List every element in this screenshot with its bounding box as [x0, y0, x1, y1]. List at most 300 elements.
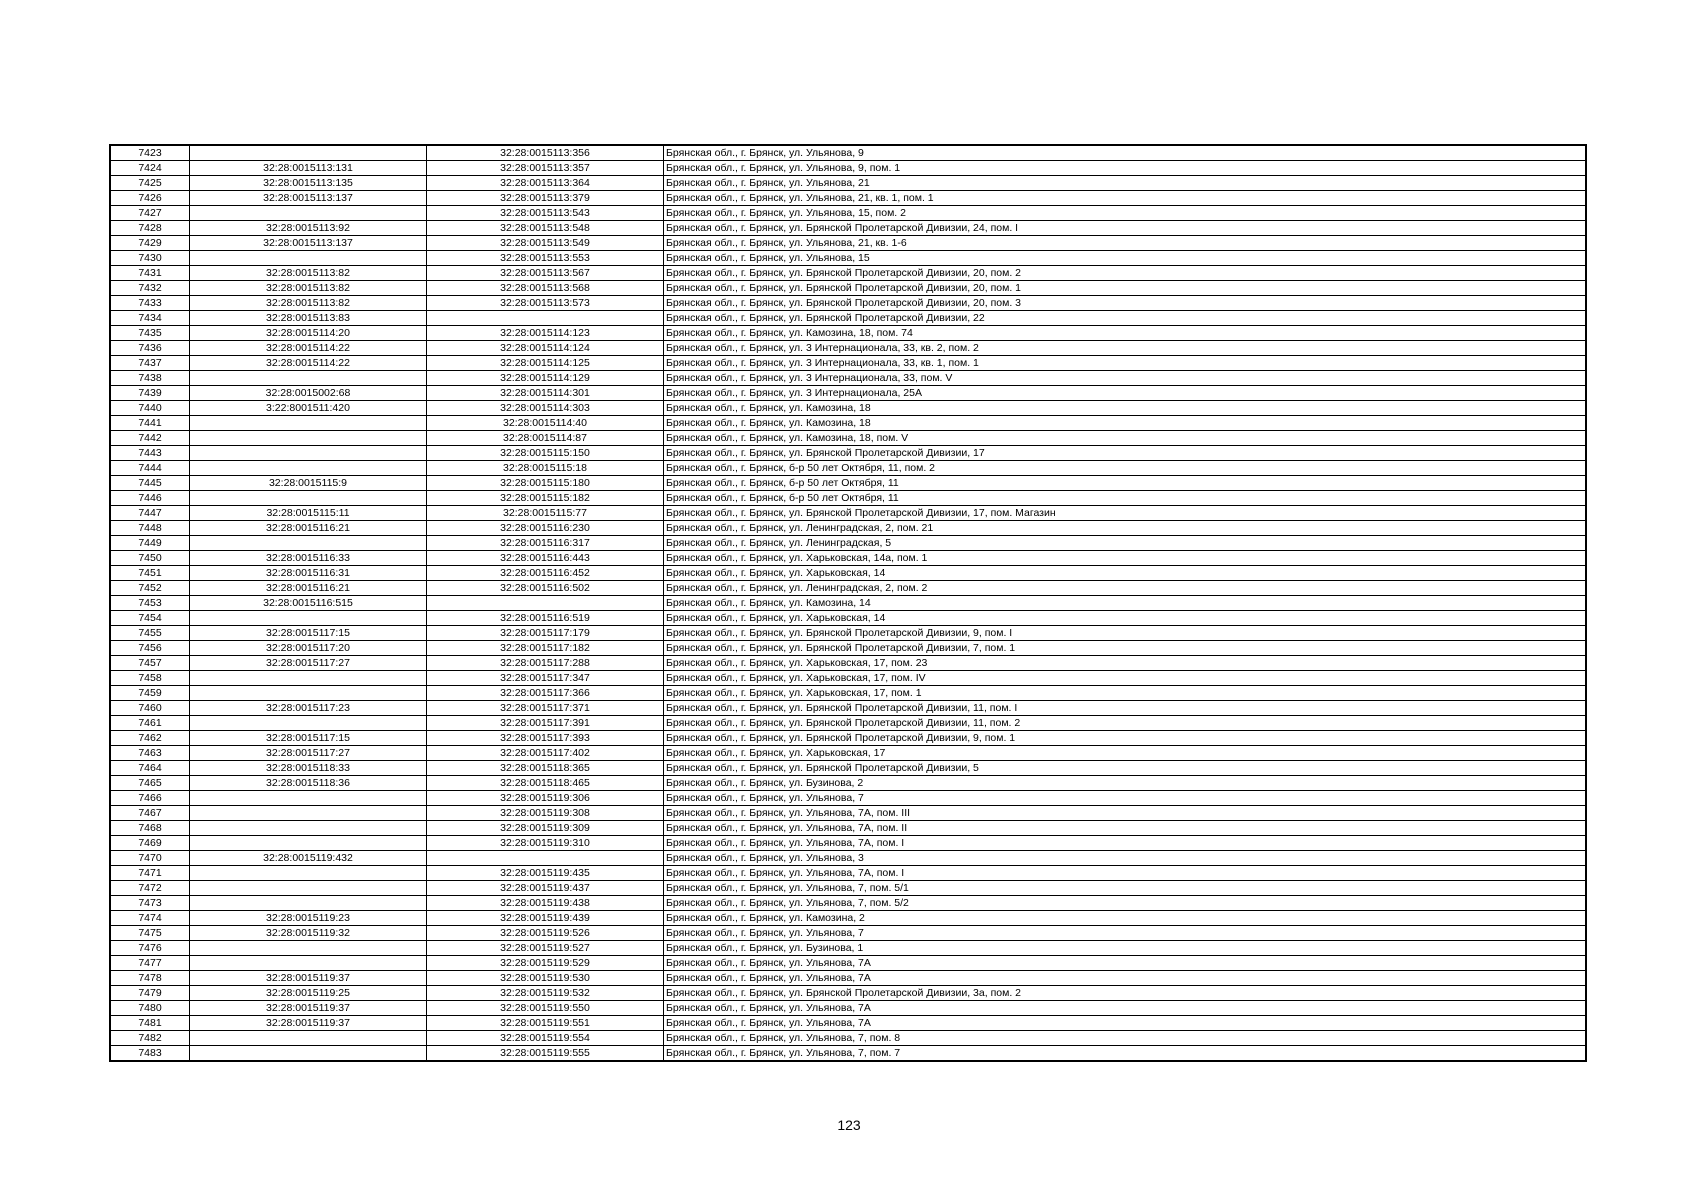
row-number-cell: 7424 [110, 161, 190, 176]
address-cell: Брянская обл., г. Брянск, ул. 3 Интернационала, 25А [664, 386, 1587, 401]
address-cell: Брянская обл., г. Брянск, б-р 50 лет Октября, 11 [664, 491, 1587, 506]
parent-cadastral-number-cell: 32:28:0015116:21 [190, 581, 427, 596]
table-row [110, 926, 1586, 941]
table-row [110, 326, 1586, 341]
cadastral-number-cell: 32:28:0015114:87 [427, 431, 664, 446]
parent-cadastral-number-cell [190, 716, 427, 731]
table-row [110, 731, 1586, 746]
cadastral-number-cell: 32:28:0015117:391 [427, 716, 664, 731]
table-row [110, 341, 1586, 356]
address-cell: Брянская обл., г. Брянск, ул. Ульянова, 7А [664, 971, 1587, 986]
registry-table-body [110, 145, 1586, 1061]
address-cell: Брянская обл., г. Брянск, ул. Ульянова, 15 [664, 251, 1587, 266]
cadastral-number-cell: 32:28:0015119:532 [427, 986, 664, 1001]
parent-cadastral-number-cell [190, 671, 427, 686]
table-row [110, 1046, 1586, 1062]
table-row [110, 956, 1586, 971]
cadastral-number-cell: 32:28:0015113:364 [427, 176, 664, 191]
table-row [110, 281, 1586, 296]
cadastral-number-cell: 32:28:0015115:150 [427, 446, 664, 461]
address-cell: Брянская обл., г. Брянск, ул. Ульянова, 7А [664, 1001, 1587, 1016]
address-cell: Брянская обл., г. Брянск, ул. Ульянова, 15, пом. 2 [664, 206, 1587, 221]
address-cell: Брянская обл., г. Брянск, ул. Ульянова, 7 [664, 791, 1587, 806]
address-cell: Брянская обл., г. Брянск, ул. Брянской Пролетарской Дивизии, 11, пом. I [664, 701, 1587, 716]
row-number-cell: 7475 [110, 926, 190, 941]
address-cell: Брянская обл., г. Брянск, ул. Ульянова, 21, кв. 1, пом. 1 [664, 191, 1587, 206]
parent-cadastral-number-cell: 32:28:0015117:15 [190, 731, 427, 746]
parent-cadastral-number-cell [190, 866, 427, 881]
address-cell: Брянская обл., г. Брянск, ул. Брянской Пролетарской Дивизии, 7, пом. 1 [664, 641, 1587, 656]
cadastral-number-cell: 32:28:0015113:568 [427, 281, 664, 296]
row-number-cell: 7469 [110, 836, 190, 851]
cadastral-number-cell: 32:28:0015113:548 [427, 221, 664, 236]
row-number-cell: 7434 [110, 311, 190, 326]
address-cell: Брянская обл., г. Брянск, ул. Камозина, 18 [664, 416, 1587, 431]
parent-cadastral-number-cell: 32:28:0015113:137 [190, 236, 427, 251]
parent-cadastral-number-cell: 32:28:0015114:20 [190, 326, 427, 341]
parent-cadastral-number-cell [190, 536, 427, 551]
parent-cadastral-number-cell [190, 611, 427, 626]
table-row [110, 251, 1586, 266]
parent-cadastral-number-cell [190, 371, 427, 386]
address-cell: Брянская обл., г. Брянск, ул. Брянской Пролетарской Дивизии, 24, пом. I [664, 221, 1587, 236]
table-row [110, 356, 1586, 371]
parent-cadastral-number-cell: 32:28:0015113:82 [190, 296, 427, 311]
address-cell: Брянская обл., г. Брянск, ул. Ленинградская, 2, пом. 2 [664, 581, 1587, 596]
cadastral-number-cell: 32:28:0015117:366 [427, 686, 664, 701]
row-number-cell: 7459 [110, 686, 190, 701]
address-cell: Брянская обл., г. Брянск, ул. Ульянова, 7 [664, 926, 1587, 941]
table-row [110, 791, 1586, 806]
row-number-cell: 7477 [110, 956, 190, 971]
parent-cadastral-number-cell: 32:28:0015117:27 [190, 746, 427, 761]
row-number-cell: 7474 [110, 911, 190, 926]
parent-cadastral-number-cell: 32:28:0015116:21 [190, 521, 427, 536]
row-number-cell: 7463 [110, 746, 190, 761]
row-number-cell: 7432 [110, 281, 190, 296]
address-cell: Брянская обл., г. Брянск, ул. Брянской Пролетарской Дивизии, 22 [664, 311, 1587, 326]
cadastral-number-cell: 32:28:0015115:180 [427, 476, 664, 491]
parent-cadastral-number-cell: 32:28:0015116:515 [190, 596, 427, 611]
address-cell: Брянская обл., г. Брянск, ул. Ульянова, 21 [664, 176, 1587, 191]
cadastral-number-cell: 32:28:0015119:555 [427, 1046, 664, 1062]
cadastral-number-cell: 32:28:0015119:529 [427, 956, 664, 971]
address-cell: Брянская обл., г. Брянск, ул. Ульянова, 7А, пом. II [664, 821, 1587, 836]
parent-cadastral-number-cell: 32:28:0015002:68 [190, 386, 427, 401]
parent-cadastral-number-cell: 32:28:0015119:25 [190, 986, 427, 1001]
row-number-cell: 7425 [110, 176, 190, 191]
address-cell: Брянская обл., г. Брянск, ул. Харьковская, 14а, пом. 1 [664, 551, 1587, 566]
row-number-cell: 7429 [110, 236, 190, 251]
table-row [110, 161, 1586, 176]
row-number-cell: 7464 [110, 761, 190, 776]
address-cell: Брянская обл., г. Брянск, ул. Ульянова, 7А [664, 956, 1587, 971]
cadastral-number-cell: 32:28:0015116:230 [427, 521, 664, 536]
table-row [110, 626, 1586, 641]
address-cell: Брянская обл., г. Брянск, ул. Ульянова, 9 [664, 145, 1587, 161]
address-cell: Брянская обл., г. Брянск, ул. Ульянова, 3 [664, 851, 1587, 866]
address-cell: Брянская обл., г. Брянск, ул. Брянской Пролетарской Дивизии, 17 [664, 446, 1587, 461]
address-cell: Брянская обл., г. Брянск, ул. Камозина, 18, пом. 74 [664, 326, 1587, 341]
row-number-cell: 7456 [110, 641, 190, 656]
table-row [110, 191, 1586, 206]
cadastral-number-cell: 32:28:0015113:573 [427, 296, 664, 311]
address-cell: Брянская обл., г. Брянск, ул. Камозина, 18, пом. V [664, 431, 1587, 446]
address-cell: Брянская обл., г. Брянск, ул. Камозина, 18 [664, 401, 1587, 416]
table-row [110, 221, 1586, 236]
address-cell: Брянская обл., г. Брянск, ул. Ульянова, 7, пом. 5/2 [664, 896, 1587, 911]
address-cell: Брянская обл., г. Брянск, ул. Брянской Пролетарской Дивизии, 9, пом. I [664, 626, 1587, 641]
cadastral-number-cell: 32:28:0015113:553 [427, 251, 664, 266]
parent-cadastral-number-cell [190, 686, 427, 701]
row-number-cell: 7447 [110, 506, 190, 521]
row-number-cell: 7454 [110, 611, 190, 626]
row-number-cell: 7426 [110, 191, 190, 206]
parent-cadastral-number-cell: 32:28:0015119:37 [190, 1016, 427, 1031]
table-row [110, 611, 1586, 626]
parent-cadastral-number-cell [190, 821, 427, 836]
row-number-cell: 7442 [110, 431, 190, 446]
row-number-cell: 7435 [110, 326, 190, 341]
address-cell: Брянская обл., г. Брянск, ул. 3 Интернационала, 33, кв. 1, пом. 1 [664, 356, 1587, 371]
row-number-cell: 7466 [110, 791, 190, 806]
page-number: 123 [837, 1117, 861, 1133]
parent-cadastral-number-cell: 32:28:0015117:23 [190, 701, 427, 716]
registry-table [109, 144, 1587, 1062]
table-row [110, 761, 1586, 776]
cadastral-number-cell: 32:28:0015114:124 [427, 341, 664, 356]
parent-cadastral-number-cell: 32:28:0015113:92 [190, 221, 427, 236]
address-cell: Брянская обл., г. Брянск, ул. Брянской Пролетарской Дивизии, 11, пом. 2 [664, 716, 1587, 731]
row-number-cell: 7443 [110, 446, 190, 461]
parent-cadastral-number-cell: 32:28:0015113:131 [190, 161, 427, 176]
cadastral-number-cell: 32:28:0015119:551 [427, 1016, 664, 1031]
cadastral-number-cell: 32:28:0015115:18 [427, 461, 664, 476]
parent-cadastral-number-cell: 32:28:0015114:22 [190, 356, 427, 371]
cadastral-number-cell: 32:28:0015116:452 [427, 566, 664, 581]
parent-cadastral-number-cell: 32:28:0015119:432 [190, 851, 427, 866]
table-row [110, 386, 1586, 401]
cadastral-number-cell: 32:28:0015119:308 [427, 806, 664, 821]
table-row [110, 806, 1586, 821]
cadastral-number-cell: 32:28:0015119:527 [427, 941, 664, 956]
address-cell: Брянская обл., г. Брянск, ул. Бузинова, 2 [664, 776, 1587, 791]
parent-cadastral-number-cell [190, 206, 427, 221]
parent-cadastral-number-cell [190, 791, 427, 806]
row-number-cell: 7467 [110, 806, 190, 821]
cadastral-number-cell: 32:28:0015113:543 [427, 206, 664, 221]
cadastral-number-cell: 32:28:0015117:288 [427, 656, 664, 671]
cadastral-number-cell: 32:28:0015113:567 [427, 266, 664, 281]
row-number-cell: 7445 [110, 476, 190, 491]
address-cell: Брянская обл., г. Брянск, ул. Ульянова, 7, пом. 5/1 [664, 881, 1587, 896]
parent-cadastral-number-cell [190, 251, 427, 266]
row-number-cell: 7428 [110, 221, 190, 236]
parent-cadastral-number-cell [190, 806, 427, 821]
table-row [110, 686, 1586, 701]
table-row [110, 986, 1586, 1001]
parent-cadastral-number-cell: 32:28:0015118:33 [190, 761, 427, 776]
row-number-cell: 7471 [110, 866, 190, 881]
table-row [110, 491, 1586, 506]
row-number-cell: 7480 [110, 1001, 190, 1016]
address-cell: Брянская обл., г. Брянск, ул. Брянской Пролетарской Дивизии, 3а, пом. 2 [664, 986, 1587, 1001]
table-row [110, 371, 1586, 386]
cadastral-number-cell: 32:28:0015117:347 [427, 671, 664, 686]
row-number-cell: 7444 [110, 461, 190, 476]
cadastral-number-cell: 32:28:0015116:443 [427, 551, 664, 566]
cadastral-number-cell: 32:28:0015114:301 [427, 386, 664, 401]
address-cell: Брянская обл., г. Брянск, ул. Ульянова, 7А [664, 1016, 1587, 1031]
address-cell: Брянская обл., г. Брянск, ул. Харьковская, 17, пом. 23 [664, 656, 1587, 671]
table-row [110, 581, 1586, 596]
table-row [110, 866, 1586, 881]
row-number-cell: 7470 [110, 851, 190, 866]
address-cell: Брянская обл., г. Брянск, ул. Ульянова, 7, пом. 7 [664, 1046, 1587, 1062]
cadastral-number-cell [427, 596, 664, 611]
parent-cadastral-number-cell: 32:28:0015115:11 [190, 506, 427, 521]
cadastral-number-cell: 32:28:0015113:356 [427, 145, 664, 161]
table-row [110, 596, 1586, 611]
cadastral-number-cell: 32:28:0015117:393 [427, 731, 664, 746]
parent-cadastral-number-cell [190, 896, 427, 911]
cadastral-number-cell: 32:28:0015119:438 [427, 896, 664, 911]
table-row [110, 236, 1586, 251]
table-row [110, 461, 1586, 476]
table-row [110, 911, 1586, 926]
row-number-cell: 7462 [110, 731, 190, 746]
row-number-cell: 7478 [110, 971, 190, 986]
address-cell: Брянская обл., г. Брянск, ул. Ульянова, 7А, пом. I [664, 866, 1587, 881]
row-number-cell: 7448 [110, 521, 190, 536]
parent-cadastral-number-cell [190, 461, 427, 476]
table-row [110, 896, 1586, 911]
table-row [110, 716, 1586, 731]
cadastral-number-cell: 32:28:0015114:40 [427, 416, 664, 431]
row-number-cell: 7460 [110, 701, 190, 716]
address-cell: Брянская обл., г. Брянск, ул. Ульянова, 7А, пом. I [664, 836, 1587, 851]
row-number-cell: 7452 [110, 581, 190, 596]
cadastral-number-cell: 32:28:0015114:125 [427, 356, 664, 371]
cadastral-number-cell: 32:28:0015116:519 [427, 611, 664, 626]
row-number-cell: 7446 [110, 491, 190, 506]
parent-cadastral-number-cell: 32:28:0015117:27 [190, 656, 427, 671]
parent-cadastral-number-cell [190, 956, 427, 971]
table-row [110, 851, 1586, 866]
row-number-cell: 7431 [110, 266, 190, 281]
table-row [110, 206, 1586, 221]
parent-cadastral-number-cell: 32:28:0015114:22 [190, 341, 427, 356]
cadastral-number-cell: 32:28:0015119:554 [427, 1031, 664, 1046]
cadastral-number-cell: 32:28:0015113:379 [427, 191, 664, 206]
table-row [110, 266, 1586, 281]
cadastral-number-cell [427, 851, 664, 866]
cadastral-number-cell: 32:28:0015117:179 [427, 626, 664, 641]
cadastral-number-cell: 32:28:0015113:357 [427, 161, 664, 176]
cadastral-number-cell: 32:28:0015119:439 [427, 911, 664, 926]
parent-cadastral-number-cell [190, 836, 427, 851]
table-row [110, 551, 1586, 566]
cadastral-number-cell: 32:28:0015114:303 [427, 401, 664, 416]
table-row [110, 641, 1586, 656]
table-row [110, 971, 1586, 986]
address-cell: Брянская обл., г. Брянск, ул. Ленинградская, 2, пом. 21 [664, 521, 1587, 536]
parent-cadastral-number-cell: 32:28:0015113:82 [190, 266, 427, 281]
row-number-cell: 7453 [110, 596, 190, 611]
table-row [110, 521, 1586, 536]
row-number-cell: 7423 [110, 145, 190, 161]
address-cell: Брянская обл., г. Брянск, ул. Харьковская, 14 [664, 611, 1587, 626]
address-cell: Брянская обл., г. Брянск, ул. Ульянова, 21, кв. 1-6 [664, 236, 1587, 251]
row-number-cell: 7427 [110, 206, 190, 221]
table-row [110, 836, 1586, 851]
row-number-cell: 7439 [110, 386, 190, 401]
row-number-cell: 7455 [110, 626, 190, 641]
address-cell: Брянская обл., г. Брянск, ул. Брянской Пролетарской Дивизии, 17, пом. Магазин [664, 506, 1587, 521]
address-cell: Брянская обл., г. Брянск, ул. Камозина, 14 [664, 596, 1587, 611]
table-row [110, 176, 1586, 191]
parent-cadastral-number-cell [190, 1031, 427, 1046]
row-number-cell: 7440 [110, 401, 190, 416]
row-number-cell: 7441 [110, 416, 190, 431]
row-number-cell: 7468 [110, 821, 190, 836]
cadastral-number-cell: 32:28:0015114:129 [427, 371, 664, 386]
cadastral-number-cell: 32:28:0015116:317 [427, 536, 664, 551]
address-cell: Брянская обл., г. Брянск, б-р 50 лет Октября, 11, пом. 2 [664, 461, 1587, 476]
cadastral-number-cell: 32:28:0015117:371 [427, 701, 664, 716]
parent-cadastral-number-cell: 3:22:8001511:420 [190, 401, 427, 416]
table-row [110, 401, 1586, 416]
parent-cadastral-number-cell: 32:28:0015113:137 [190, 191, 427, 206]
table-row [110, 416, 1586, 431]
parent-cadastral-number-cell [190, 1046, 427, 1062]
row-number-cell: 7449 [110, 536, 190, 551]
table-row [110, 431, 1586, 446]
row-number-cell: 7476 [110, 941, 190, 956]
row-number-cell: 7479 [110, 986, 190, 1001]
row-number-cell: 7433 [110, 296, 190, 311]
row-number-cell: 7465 [110, 776, 190, 791]
cadastral-number-cell: 32:28:0015116:502 [427, 581, 664, 596]
parent-cadastral-number-cell: 32:28:0015116:31 [190, 566, 427, 581]
parent-cadastral-number-cell [190, 491, 427, 506]
table-row [110, 701, 1586, 716]
row-number-cell: 7430 [110, 251, 190, 266]
row-number-cell: 7481 [110, 1016, 190, 1031]
table-row [110, 776, 1586, 791]
row-number-cell: 7472 [110, 881, 190, 896]
cadastral-number-cell: 32:28:0015119:550 [427, 1001, 664, 1016]
table-row [110, 506, 1586, 521]
table-row [110, 1016, 1586, 1031]
cadastral-number-cell: 32:28:0015117:182 [427, 641, 664, 656]
cadastral-number-cell: 32:28:0015113:549 [427, 236, 664, 251]
cadastral-number-cell: 32:28:0015119:526 [427, 926, 664, 941]
row-number-cell: 7461 [110, 716, 190, 731]
cadastral-number-cell: 32:28:0015119:306 [427, 791, 664, 806]
table-row [110, 536, 1586, 551]
cadastral-number-cell: 32:28:0015119:437 [427, 881, 664, 896]
table-row [110, 941, 1586, 956]
address-cell: Брянская обл., г. Брянск, ул. Харьковская, 17, пом. IV [664, 671, 1587, 686]
parent-cadastral-number-cell: 32:28:0015113:82 [190, 281, 427, 296]
cadastral-number-cell: 32:28:0015115:182 [427, 491, 664, 506]
parent-cadastral-number-cell: 32:28:0015116:33 [190, 551, 427, 566]
cadastral-number-cell: 32:28:0015119:309 [427, 821, 664, 836]
address-cell: Брянская обл., г. Брянск, ул. Ульянова, 9, пом. 1 [664, 161, 1587, 176]
parent-cadastral-number-cell [190, 431, 427, 446]
address-cell: Брянская обл., г. Брянск, ул. Бузинова, 1 [664, 941, 1587, 956]
parent-cadastral-number-cell: 32:28:0015119:37 [190, 1001, 427, 1016]
address-cell: Брянская обл., г. Брянск, ул. Ленинградская, 5 [664, 536, 1587, 551]
address-cell: Брянская обл., г. Брянск, ул. Харьковская, 17 [664, 746, 1587, 761]
row-number-cell: 7483 [110, 1046, 190, 1062]
row-number-cell: 7451 [110, 566, 190, 581]
table-row [110, 1031, 1586, 1046]
table-row [110, 1001, 1586, 1016]
cadastral-number-cell: 32:28:0015118:465 [427, 776, 664, 791]
row-number-cell: 7473 [110, 896, 190, 911]
row-number-cell: 7482 [110, 1031, 190, 1046]
parent-cadastral-number-cell: 32:28:0015119:23 [190, 911, 427, 926]
row-number-cell: 7437 [110, 356, 190, 371]
parent-cadastral-number-cell: 32:28:0015117:15 [190, 626, 427, 641]
address-cell: Брянская обл., г. Брянск, ул. Ульянова, 7, пом. 8 [664, 1031, 1587, 1046]
table-row [110, 566, 1586, 581]
cadastral-number-cell: 32:28:0015118:365 [427, 761, 664, 776]
parent-cadastral-number-cell [190, 446, 427, 461]
parent-cadastral-number-cell [190, 416, 427, 431]
address-cell: Брянская обл., г. Брянск, ул. 3 Интернационала, 33, кв. 2, пом. 2 [664, 341, 1587, 356]
row-number-cell: 7457 [110, 656, 190, 671]
table-row [110, 311, 1586, 326]
address-cell: Брянская обл., г. Брянск, б-р 50 лет Октября, 11 [664, 476, 1587, 491]
cadastral-number-cell: 32:28:0015114:123 [427, 326, 664, 341]
cadastral-number-cell: 32:28:0015117:402 [427, 746, 664, 761]
parent-cadastral-number-cell: 32:28:0015118:36 [190, 776, 427, 791]
row-number-cell: 7438 [110, 371, 190, 386]
address-cell: Брянская обл., г. Брянск, ул. Брянской Пролетарской Дивизии, 5 [664, 761, 1587, 776]
cadastral-number-cell: 32:28:0015119:435 [427, 866, 664, 881]
table-row [110, 446, 1586, 461]
address-cell: Брянская обл., г. Брянск, ул. 3 Интернационала, 33, пом. V [664, 371, 1587, 386]
table-row [110, 746, 1586, 761]
cadastral-number-cell: 32:28:0015119:310 [427, 836, 664, 851]
address-cell: Брянская обл., г. Брянск, ул. Ульянова, 7А, пом. III [664, 806, 1587, 821]
table-row [110, 656, 1586, 671]
table-row [110, 671, 1586, 686]
parent-cadastral-number-cell: 32:28:0015119:32 [190, 926, 427, 941]
parent-cadastral-number-cell [190, 881, 427, 896]
table-row [110, 881, 1586, 896]
row-number-cell: 7450 [110, 551, 190, 566]
parent-cadastral-number-cell: 32:28:0015113:83 [190, 311, 427, 326]
parent-cadastral-number-cell: 32:28:0015117:20 [190, 641, 427, 656]
row-number-cell: 7436 [110, 341, 190, 356]
cadastral-number-cell [427, 311, 664, 326]
address-cell: Брянская обл., г. Брянск, ул. Брянской Пролетарской Дивизии, 9, пом. 1 [664, 731, 1587, 746]
table-row [110, 821, 1586, 836]
parent-cadastral-number-cell [190, 941, 427, 956]
cadastral-number-cell: 32:28:0015115:77 [427, 506, 664, 521]
address-cell: Брянская обл., г. Брянск, ул. Камозина, 2 [664, 911, 1587, 926]
address-cell: Брянская обл., г. Брянск, ул. Брянской Пролетарской Дивизии, 20, пом. 1 [664, 281, 1587, 296]
address-cell: Брянская обл., г. Брянск, ул. Харьковская, 14 [664, 566, 1587, 581]
parent-cadastral-number-cell: 32:28:0015119:37 [190, 971, 427, 986]
address-cell: Брянская обл., г. Брянск, ул. Брянской Пролетарской Дивизии, 20, пом. 2 [664, 266, 1587, 281]
row-number-cell: 7458 [110, 671, 190, 686]
address-cell: Брянская обл., г. Брянск, ул. Харьковская, 17, пом. 1 [664, 686, 1587, 701]
